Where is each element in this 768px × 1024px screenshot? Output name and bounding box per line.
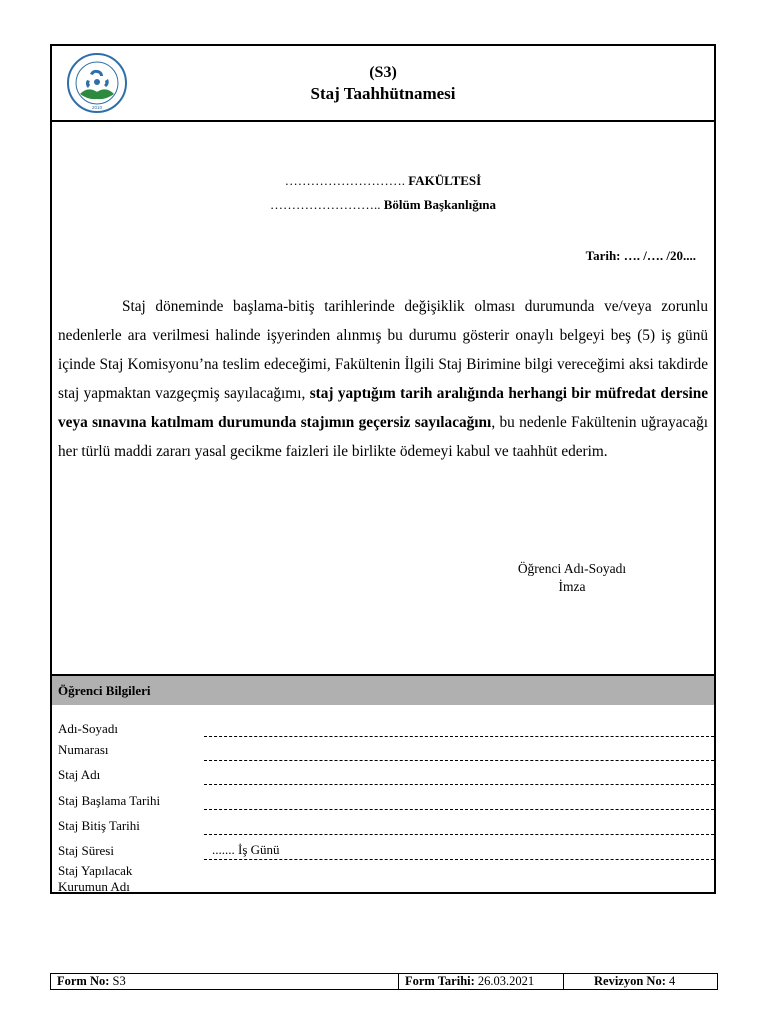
footer-form-no-value: S3 bbox=[112, 974, 126, 988]
field-label-name: Adı-Soyadı bbox=[58, 721, 118, 736]
form-footer bbox=[50, 973, 718, 990]
duration-value: ....... İş Günü bbox=[212, 842, 280, 857]
signature-label: İmza bbox=[558, 579, 586, 594]
signature-block bbox=[508, 560, 636, 596]
faculty-line bbox=[52, 173, 714, 189]
name-field-line[interactable] bbox=[204, 736, 714, 737]
start-date-field-line[interactable] bbox=[204, 809, 714, 810]
commitment-text bbox=[58, 292, 708, 466]
student-name-label: Öğrenci Adı-Soyadı bbox=[517, 561, 627, 576]
commitment-text-bold: staj yaptığım tarih aralığında herhangi bir müfredat dersine veya sınavına katılmam durumunda stajımın geçersiz sayılacağını bbox=[58, 385, 709, 431]
field-label-company-line1: Staj Yapılacak bbox=[58, 863, 133, 878]
commitment-text-part1: Staj döneminde başlama-bitiş tarihlerinde değişiklik olması durumunda ve/veya zorunlu nedenlerle ara verilmesi halinde işyerinden alınmış bu durumu gösterir onaylı belgeyi beş (5) iş günü içinde Staj Komisyonu’na teslim edeceğimi, Fakültenin İlgili Staj Birimine bilgi vereceğimi aksi takdirde staj yapmaktan vazgeçmiş sayılacağımı, bbox=[58, 298, 708, 402]
student-info-header: Öğrenci Bilgileri bbox=[52, 674, 714, 705]
footer-form-date-label: Form Tarihi: bbox=[405, 974, 475, 988]
faculty-dots: ………………………. bbox=[284, 173, 405, 188]
field-label-start-date: Staj Başlama Tarihi bbox=[58, 793, 161, 808]
svg-text:2010: 2010 bbox=[91, 105, 103, 110]
faculty-label: FAKÜLTESİ bbox=[408, 173, 482, 188]
department-label: Bölüm Başkanlığına bbox=[383, 197, 497, 212]
footer-form-no-label: Form No: bbox=[57, 974, 110, 988]
field-label-company-line2: Kurumun Adı bbox=[58, 879, 130, 894]
duration-field-line[interactable] bbox=[204, 859, 714, 860]
footer-revision-label: Revizyon No: bbox=[594, 974, 666, 988]
field-label-duration: Staj Süresi bbox=[58, 843, 114, 858]
commitment-text-part2: , bu nedenle Fakültenin uğrayacağı her türlü maddi zararı yasal gecikme faizleri ile birlikte ödemeyi kabul ve taahhüt ederim. bbox=[58, 414, 709, 460]
field-label-internship-name: Staj Adı bbox=[58, 767, 101, 782]
form-title: Staj Taahhütnamesi bbox=[310, 84, 456, 103]
date-line: Tarih: …. /…. /20.... bbox=[585, 248, 696, 263]
field-label-end-date: Staj Bitiş Tarihi bbox=[58, 818, 140, 833]
form-frame bbox=[50, 44, 716, 894]
form-code: (S3) bbox=[369, 64, 397, 81]
university-logo bbox=[66, 52, 128, 114]
department-line bbox=[52, 197, 714, 213]
form-header bbox=[52, 46, 714, 122]
footer-form-date bbox=[399, 974, 564, 989]
field-label-number: Numarası bbox=[58, 742, 109, 757]
footer-revision-value: 4 bbox=[669, 974, 676, 988]
end-date-field-line[interactable] bbox=[204, 834, 714, 835]
footer-form-no bbox=[51, 974, 399, 989]
footer-form-date-value: 26.03.2021 bbox=[477, 974, 535, 988]
department-dots: …………………….. bbox=[269, 197, 381, 212]
footer-revision bbox=[564, 974, 717, 989]
number-field-line[interactable] bbox=[204, 760, 714, 761]
internship-name-field-line[interactable] bbox=[204, 784, 714, 785]
